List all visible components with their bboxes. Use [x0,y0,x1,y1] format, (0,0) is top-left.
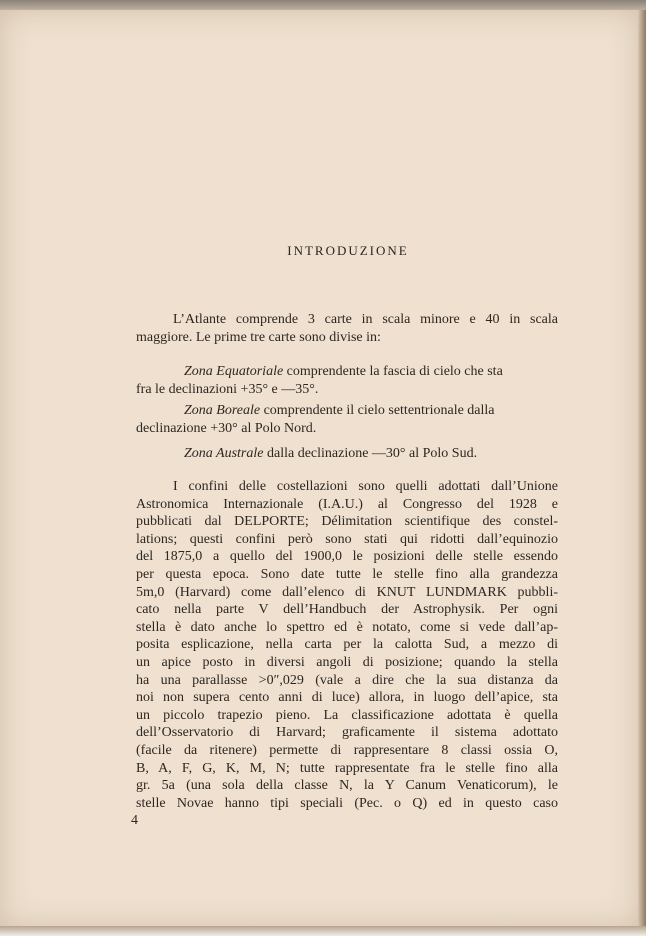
body-line: pubblicati dal DELPORTE; Délimitation scientifique des constel- [136,514,558,530]
zone-boreale-paragraph [136,402,558,437]
intro-line: L’Atlante comprende 3 carte in scala minore e 40 in scala [173,312,558,327]
intro-paragraph [136,311,558,346]
zone-text: declinazione +30° al Polo Nord. [136,420,317,436]
zone-text: dalla declinazione —30° al Polo Sud. [263,446,478,461]
body-paragraph [136,478,558,812]
page-bottom-edge [0,926,646,936]
zone-text: fra le declinazioni +35° e —35°. [136,381,319,397]
body-line: del 1875,0 a quello del 1900,0 le posizioni delle stelle essendo [136,549,558,565]
zone-name: Zona Australe [184,446,264,461]
body-line: ha una parallasse >0″,029 (vale a dire che la sua distanza da [136,672,558,688]
body-line: B, A, F, G, K, M, N; tutte rappresentate fra le stelle fino alla [136,760,558,776]
body-line: dell’Osservatorio di Harvard; graficamente il sistema adottato [136,725,558,741]
zone-name: Zona Boreale [184,403,261,418]
body-line: stella è dato anche lo spettro ed è notato, come si vede dall’ap- [136,619,558,635]
zone-name: Zona Equatoriale [184,364,284,379]
body-line: cato nella parte V dell’Handbuch der Astrophysik. Per ogni [136,602,558,618]
page-title: INTRODUZIONE [287,243,409,258]
zone-text: comprendente la fascia di cielo che sta [283,364,503,379]
body-line: I confini delle costellazioni sono quelli adottati dall’Unione [173,479,558,494]
body-line: (facile da ritenere) permette di rappresentare 8 classi ossia O, [136,742,558,758]
intro-line: maggiore. Le prime tre carte sono divise in: [136,329,381,345]
body-line: lations; questi confini però sono stati qui ridotti dall’equinozio [136,531,558,547]
page-fold-shadow [638,10,646,928]
body-line: gr. 5a (una sola della classe N, la Y Canum Venaticorum), le [136,778,558,794]
body-line: Astronomica Internazionale (I.A.U.) al Congresso del 1928 e [136,496,558,512]
body-line: 5m,0 (Harvard) come dall’elenco di KNUT LUNDMARK pubbli- [136,584,558,600]
body-line: un apice posto in diversi angoli di posizione; quando la stella [136,654,558,670]
body-line: per questa epoca. Sono date tutte le stelle fino alla grandezza [136,566,558,582]
body-line: stelle Novae hanno tipi speciali (Pec. o Q) ed in questo caso [136,795,558,811]
body-line: posita esplicazione, nella carta per la calotta Sud, a mezzo di [136,637,558,653]
body-line: noi non supera cento anni di luce) allora, in luogo dell’apice, sta [136,690,558,706]
zone-text: comprendente il cielo settentrionale dalla [260,403,495,418]
page-number: 4 [131,813,138,828]
body-line: un piccolo trapezio pieno. La classificazione adottata è quella [136,707,558,723]
zone-equatoriale-paragraph [136,363,558,398]
zone-australe-paragraph [136,445,558,463]
